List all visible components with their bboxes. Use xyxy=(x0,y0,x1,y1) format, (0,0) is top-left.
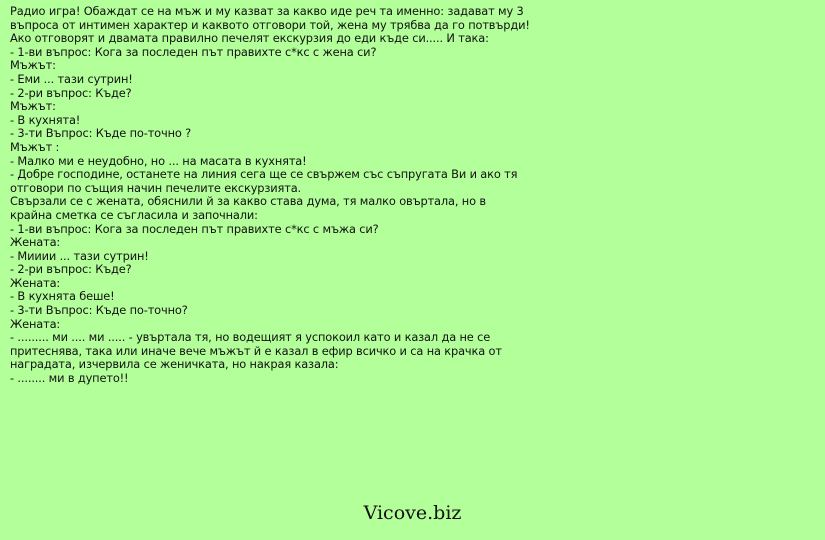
joke-line: крайна сметка се съгласила и започнали: xyxy=(10,207,258,222)
joke-line: - 1-ви въпрос: Кога за последен път правихте с*кс с мъжа си? xyxy=(10,221,379,236)
joke-line: - ......... ми .... ми ..... - увъртала тя, но водещият я успокоил като и казал да не се xyxy=(10,330,491,345)
site-watermark: Vicove.biz xyxy=(363,502,462,524)
joke-line: - В кухнята! xyxy=(10,112,81,127)
joke-line: Мъжът: xyxy=(10,58,56,73)
joke-text xyxy=(10,5,570,386)
joke-line: Жената: xyxy=(10,275,61,290)
joke-line: Жената: xyxy=(10,235,61,250)
joke-line: - 2-ри въпрос: Къде? xyxy=(10,85,132,100)
joke-line: - 2-ри въпрос: Къде? xyxy=(10,262,132,277)
joke-line: наградата, изчервила се женичката, но накрая казала: xyxy=(10,357,339,372)
joke-line: - 1-ви въпрос: Кога за последен път правихте с*кс с жена си? xyxy=(10,44,377,59)
joke-line: - Добре господине, останете на линия сега ще се свържем със съпругата Ви и ако тя xyxy=(10,167,518,182)
joke-line: - Еми ... тази сутрин! xyxy=(10,71,133,86)
joke-line: Мъжът: xyxy=(10,99,56,114)
joke-line: - 3-ти Въпрос: Къде по-точно? xyxy=(10,303,188,318)
joke-line: - Мииии ... тази сутрин! xyxy=(10,248,149,263)
joke-line: Мъжът : xyxy=(10,139,60,154)
joke-line: - В кухнята беше! xyxy=(10,289,115,304)
joke-line: Ако отговорят и двамата правилно печелят екскурзия до еди къде си..... И така: xyxy=(10,31,489,46)
joke-line: Жената: xyxy=(10,316,61,331)
joke-line: въпроса от интимен характер и каквото отговори той, жена му трябва да го потвърди! xyxy=(10,17,530,32)
joke-line: Свързали се с жената, обяснили й за какво става дума, тя малко овъртала, но в xyxy=(10,194,486,209)
joke-line: - ........ ми в дупето!! xyxy=(10,371,129,386)
joke-line: - 3-ти Въпрос: Къде по-точно ? xyxy=(10,126,192,141)
joke-line: отговори по същия начин печелите екскурзията. xyxy=(10,180,302,195)
joke-line: Радио игра! Обаждат се на мъж и му казват за какво иде реч та именно: задават му 3 xyxy=(10,4,524,18)
joke-line: - Малко ми е неудобно, но ... на масата в кухнята! xyxy=(10,153,307,168)
joke-line: притеснява, така или иначе вече мъжът й е казал в ефир всичко и са на крачка от xyxy=(10,343,502,358)
